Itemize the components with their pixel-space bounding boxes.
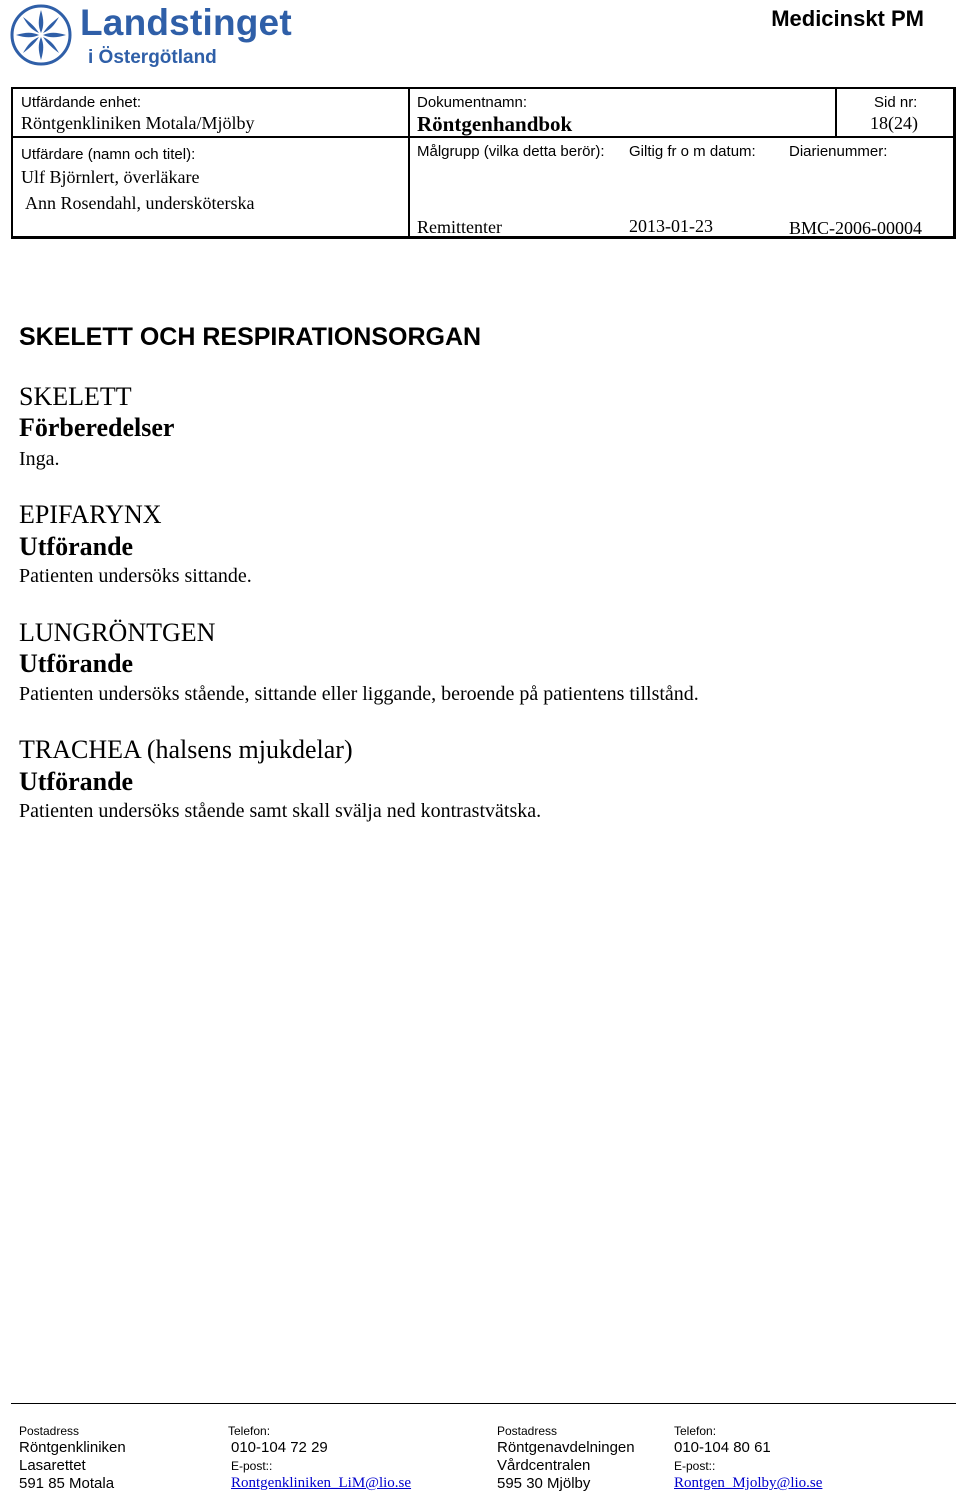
document-header-table [11, 87, 956, 239]
section-title-epifarynx: EPIFARYNX [19, 500, 162, 529]
doc-name-label: Dokumentnamn: [417, 94, 528, 111]
footer-left-email-label: E-post:: [231, 1459, 273, 1473]
footer-left-address-label: Postadress [19, 1424, 80, 1438]
section-text: Patienten undersöks sittande. [19, 565, 252, 587]
section-subtitle: Utförande [19, 532, 134, 561]
footer-left-email-link[interactable]: Rontgenkliniken_LiM@lio.se [231, 1475, 412, 1491]
landstinget-emblem-icon [10, 4, 72, 66]
target-label: Målgrupp (vilka detta berör): [417, 143, 605, 160]
issuer-2: Ann Rosendahl, undersköterska [25, 193, 255, 213]
page-number: 18(24) [870, 113, 918, 133]
section-text: Inga. [19, 448, 60, 470]
main-title: SKELETT OCH RESPIRATIONSORGAN [19, 323, 482, 351]
section-subtitle: Utförande [19, 649, 134, 678]
footer-right-email-link[interactable]: Rontgen_Mjolby@lio.se [674, 1475, 823, 1491]
footer-right-email-label: E-post:: [674, 1459, 716, 1473]
footer-right-address-2: Vårdcentralen [497, 1457, 591, 1474]
target: Remittenter [417, 217, 502, 237]
footer-right-phone: 010-104 80 61 [674, 1439, 771, 1456]
logo-region: i Östergötland [88, 47, 217, 68]
footer-left-address-2: Lasarettet [19, 1457, 86, 1474]
section-subtitle: Utförande [19, 767, 134, 796]
issuing-unit-label: Utfärdande enhet: [21, 94, 142, 111]
issuer-1: Ulf Björnlert, överläkare [21, 167, 200, 187]
divider [408, 89, 410, 237]
footer-left-address-1: Röntgenkliniken [19, 1439, 126, 1456]
valid-label: Giltig fr o m datum: [629, 143, 756, 160]
footer-right-phone-label: Telefon: [674, 1424, 717, 1438]
section-title-trachea: TRACHEA (halsens mjukdelar) [19, 735, 353, 764]
section-text: Patienten undersöks stående, sittande eller liggande, beroende på patientens tillstånd. [19, 683, 699, 705]
section-title-lungrontgen: LUNGRÖNTGEN [19, 618, 216, 647]
diary-number: BMC-2006-00004 [789, 218, 923, 238]
footer-right-address-label: Postadress [497, 1424, 558, 1438]
footer-right-address-1: Röntgenavdelningen [497, 1439, 635, 1456]
doc-name: Röntgenhandbok [417, 112, 573, 136]
section-text: Patienten undersöks stående samt skall svälja ned kontrastvätska. [19, 800, 542, 822]
page-label: Sid nr: [874, 94, 918, 111]
divider [835, 89, 837, 138]
issuing-unit: Röntgenkliniken Motala/Mjölby [21, 113, 255, 133]
document-type: Medicinskt PM [771, 6, 924, 31]
section-title-skelett: SKELETT [19, 382, 132, 411]
footer-left-phone: 010-104 72 29 [231, 1439, 328, 1456]
diary-label: Diarienummer: [789, 143, 888, 160]
footer-left-address-3: 591 85 Motala [19, 1475, 115, 1492]
issuer-label: Utfärdare (namn och titel): [21, 146, 196, 163]
landstinget-logo [10, 4, 300, 72]
footer-left-phone-label: Telefon: [228, 1424, 271, 1438]
footer-right-address-3: 595 30 Mjölby [497, 1475, 591, 1492]
valid-date: 2013-01-23 [629, 216, 713, 236]
section-subtitle: Förberedelser [19, 413, 175, 442]
logo-name: Landstinget [80, 2, 292, 43]
footer-divider [11, 1403, 956, 1404]
